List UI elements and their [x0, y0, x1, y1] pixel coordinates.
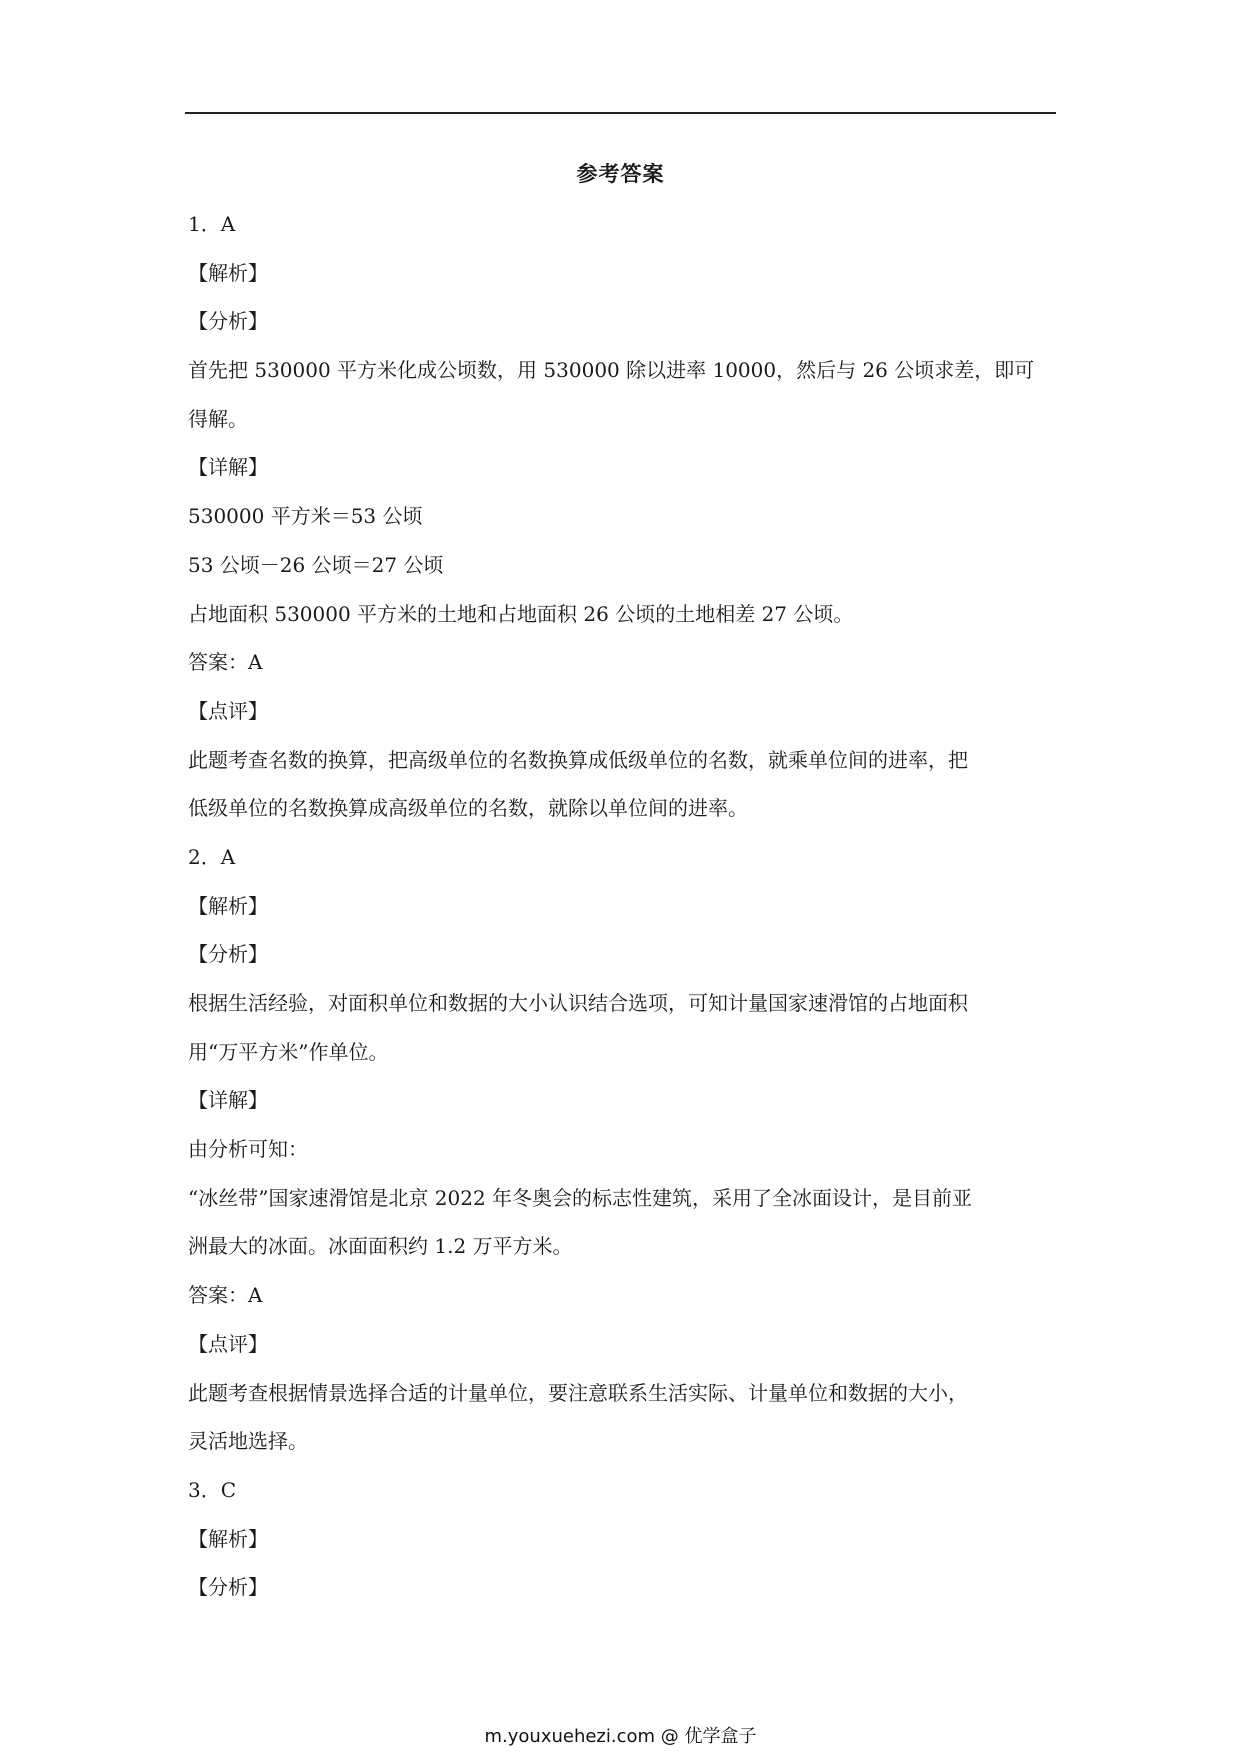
section-label-fenxi: 【分析】 — [188, 1575, 268, 1600]
footer-watermark: m.youxuehezi.com @ 优学盒子 — [484, 1726, 757, 1747]
answer-3-heading: 3．C — [188, 1477, 237, 1502]
section-label-jiexi: 【解析】 — [188, 260, 268, 285]
paragraph-line: 此题考查名数的换算，把高级单位的名数换算成低级单位的名数，就乘单位间的进率，把 — [188, 747, 968, 772]
section-label-fenxi: 【分析】 — [188, 309, 268, 334]
paragraph-line: 得解。 — [188, 406, 248, 431]
answer-1-heading: 1．A — [188, 212, 236, 236]
answer-content — [188, 209, 1054, 1621]
section-label-jiexi: 【解析】 — [188, 1526, 268, 1551]
paragraph-line: 53 公顷－26 公顷＝27 公顷 — [188, 552, 444, 577]
page-title: 参考答案 — [576, 162, 665, 186]
paragraph-line: 首先把 530000 平方米化成公顷数，用 530000 除以进率 10000，然后与 26 公顷求差，即可 — [188, 358, 1035, 383]
paragraph-line: 低级单位的名数换算成高级单位的名数，就除以单位间的进率。 — [188, 796, 748, 821]
answer-line: 答案：A — [188, 650, 263, 675]
answer-2-heading: 2．A — [188, 844, 236, 869]
section-label-dianping: 【点评】 — [188, 1331, 268, 1356]
section-label-fenxi: 【分析】 — [188, 942, 268, 967]
paragraph-line: 占地面积 530000 平方米的土地和占地面积 26 公顷的土地相差 27 公顷。 — [188, 601, 854, 626]
paragraph-line: 用“万平方米”作单位。 — [188, 1039, 389, 1064]
section-label-jiexi: 【解析】 — [188, 893, 268, 918]
answer-line: 答案：A — [188, 1283, 263, 1308]
paragraph-line: 灵活地选择。 — [188, 1429, 308, 1454]
paragraph-line: 由分析可知： — [188, 1137, 308, 1162]
section-label-xiangjie: 【详解】 — [188, 455, 268, 480]
paragraph-line: 530000 平方米＝53 公顷 — [188, 504, 423, 529]
section-label-dianping: 【点评】 — [188, 698, 268, 723]
header-rule — [185, 112, 1056, 114]
paragraph-line: “冰丝带”国家速滑馆是北京 2022 年冬奥会的标志性建筑，采用了全冰面设计，是目前亚 — [188, 1185, 973, 1210]
paragraph-line: 根据生活经验，对面积单位和数据的大小认识结合选项，可知计量国家速滑馆的占地面积 — [188, 991, 968, 1015]
paragraph-line: 洲最大的冰面。冰面面积约 1.2 万平方米。 — [188, 1234, 573, 1259]
section-label-xiangjie: 【详解】 — [188, 1088, 268, 1113]
paragraph-line: 此题考查根据情景选择合适的计量单位，要注意联系生活实际、计量单位和数据的大小， — [188, 1380, 968, 1405]
